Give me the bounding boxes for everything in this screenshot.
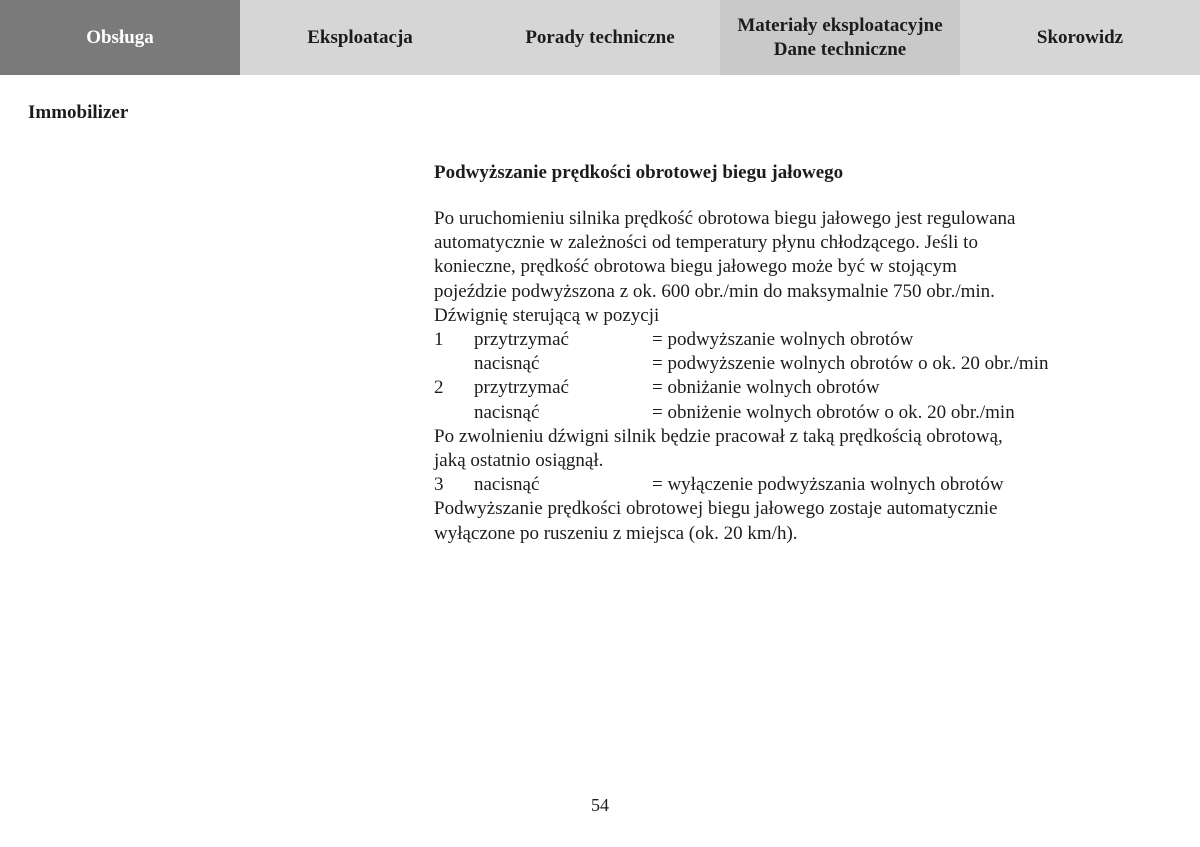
- tab-label-line-2: Dane techniczne: [773, 38, 907, 60]
- section-title: Immobilizer: [28, 102, 129, 123]
- position-result: = wyłączenie podwyższania wolnych obrotów: [652, 474, 1004, 496]
- section-tabs: [0, 0, 1200, 75]
- tab-label: Skorowidz: [1036, 26, 1124, 48]
- tab-label-line-1: Materiały eksploatacyjne: [737, 14, 943, 36]
- position-row: [434, 328, 1134, 352]
- position-number: 2: [434, 377, 444, 399]
- position-action: nacisnąć: [474, 474, 540, 496]
- tab-eksploatacja[interactable]: [240, 0, 480, 75]
- tab-label: Porady techniczne: [525, 26, 675, 48]
- position-action: przytrzymać: [474, 377, 569, 399]
- text-line: konieczne, prędkość obrotowa biegu jałowego może być w stojącym: [434, 256, 957, 278]
- release-paragraph: [434, 425, 1134, 473]
- page-number: 54: [591, 795, 609, 815]
- main-content: [434, 161, 1134, 546]
- position-row: [434, 376, 1134, 400]
- position-row: [434, 352, 1134, 376]
- tab-label: Obsługa: [86, 26, 154, 48]
- tab-skorowidz[interactable]: [960, 0, 1200, 75]
- tab-label: Eksploatacja: [307, 26, 413, 48]
- intro-paragraph: [434, 207, 1134, 328]
- position-action: nacisnąć: [474, 353, 540, 375]
- text-line: Po uruchomieniu silnika prędkość obrotowa biegu jałowego jest regulowana: [434, 208, 1016, 229]
- position-number: 1: [434, 329, 444, 351]
- position-number: [434, 401, 474, 425]
- position-action: przytrzymać: [474, 329, 569, 351]
- position-result: = obniżanie wolnych obrotów: [652, 377, 880, 399]
- position-action: nacisnąć: [474, 401, 540, 423]
- tab-obsluga[interactable]: [0, 0, 240, 75]
- position-number: 3: [434, 474, 444, 496]
- positions-list: [434, 328, 1134, 425]
- tab-materialy-dane-techniczne[interactable]: [720, 0, 960, 75]
- content-heading: Podwyższanie prędkości obrotowej biegu jałowego: [434, 162, 844, 183]
- text-line: wyłączone po ruszeniu z miejsca (ok. 20 km/h).: [434, 522, 798, 544]
- text-line: Po zwolnieniu dźwigni silnik będzie pracował z taką prędkością obrotową,: [434, 425, 1003, 447]
- text-line: pojeździe podwyższona z ok. 600 obr./min do maksymalnie 750 obr./min.: [434, 280, 995, 302]
- text-line: Podwyższanie prędkości obrotowej biegu jałowego zostaje automatycznie: [434, 498, 998, 520]
- position-result: = podwyższenie wolnych obrotów o ok. 20 obr./min: [652, 353, 1049, 375]
- text-line: jaką ostatnio osiągnął.: [434, 449, 604, 471]
- position-result: = obniżenie wolnych obrotów o ok. 20 obr./min: [652, 401, 1015, 423]
- position-row: [434, 401, 1134, 425]
- text-line: automatycznie w zależności od temperatury płynu chłodzącego. Jeśli to: [434, 232, 978, 254]
- tab-label: [737, 14, 942, 62]
- position-number: [434, 352, 474, 376]
- position-result: = podwyższanie wolnych obrotów: [652, 329, 914, 351]
- position-row: [434, 473, 1134, 497]
- text-line: Dźwignię sterującą w pozycji: [434, 304, 660, 326]
- tab-porady-techniczne[interactable]: [480, 0, 720, 75]
- final-paragraph: [434, 497, 1134, 545]
